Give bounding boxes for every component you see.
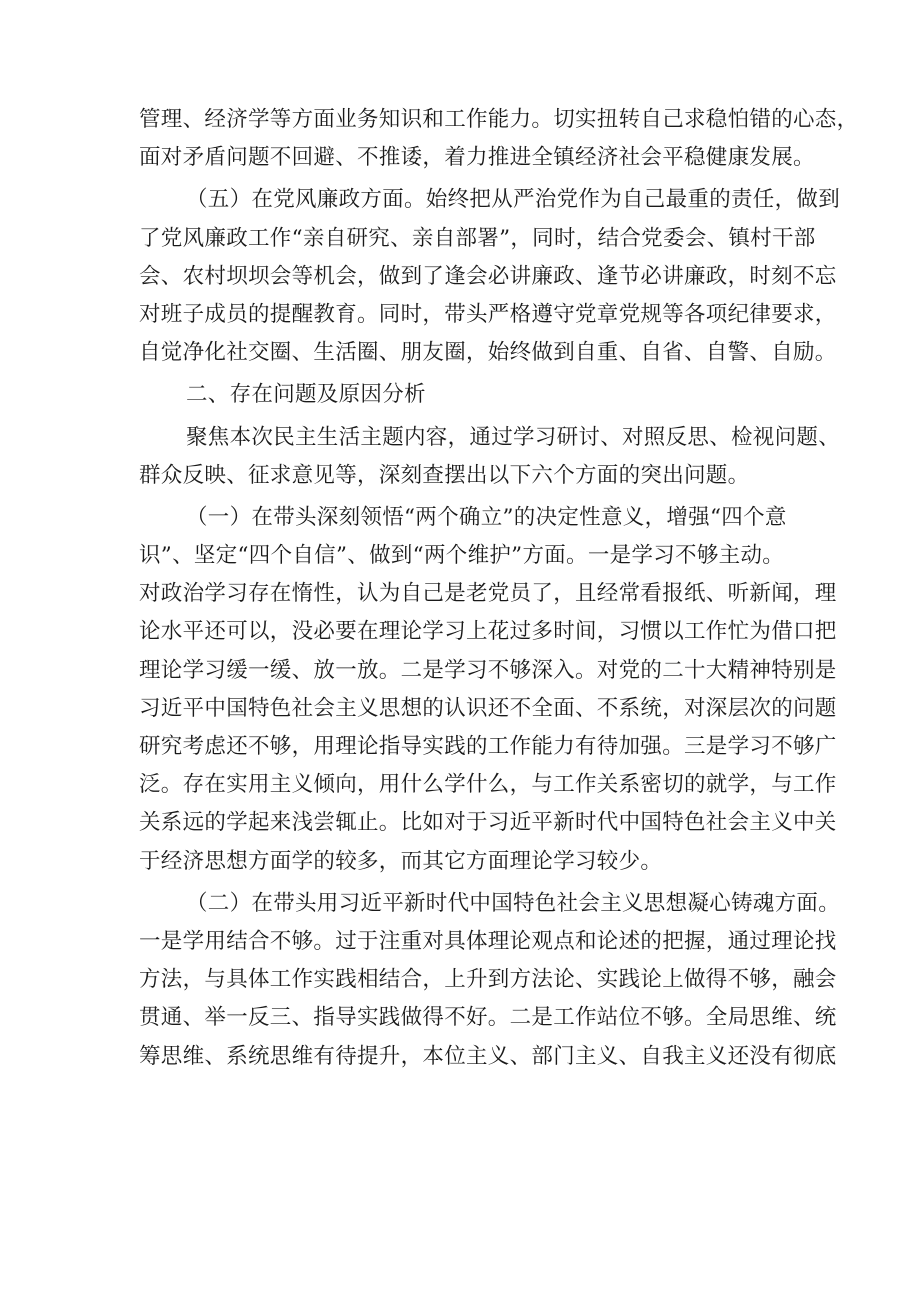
text-line: （五）在党风廉政方面。始终把从严治党作为自己最重的责任，做到 <box>186 187 841 213</box>
text-line: 聚焦本次民主生活主题内容，通过学习研讨、对照反思、检视问题、 <box>186 424 841 450</box>
paragraph-p3 <box>139 376 789 414</box>
paragraph-p5 <box>139 499 837 881</box>
text-line: 对政治学习存在惰性，认为自己是老党员了，且经常看报纸、听新闻，理 <box>139 581 837 607</box>
text-line: 自觉净化社交圈、生活圈、朋友圈，始终做到自重、自省、自警、自励。 <box>139 340 837 366</box>
text-line: 二、存在问题及原因分析 <box>186 382 426 408</box>
text-line: 理论学习缓一缓、放一放。二是学习不够深入。对党的二十大精神特别是 <box>139 657 837 683</box>
text-line: 群众反映、征求意见等，深刻查摆出以下六个方面的突出问题。 <box>139 462 750 488</box>
text-line: 关系远的学起来浅尝辄止。比如对于习近平新时代中国特色社会主义中关 <box>139 810 837 836</box>
text-line: 贯通、举一反三、指导实践做得不好。二是工作站位不够。全局思维、统 <box>139 1005 837 1031</box>
document-body <box>139 101 859 1076</box>
text-line: 习近平中国特色社会主义思想的认识还不全面、不系统，对深层次的问题 <box>139 695 837 721</box>
text-line: 面对矛盾问题不回避、不推诿，着力推进全镇经济社会平稳健康发展。 <box>139 145 815 171</box>
text-line: 了党风廉政工作“亲自研究、亲自部署”，同时，结合党委会、镇村干部 <box>139 225 816 251</box>
text-line: 于经济思想方面学的较多，而其它方面理论学习较少。 <box>139 848 663 874</box>
paragraph-p2 <box>139 181 841 372</box>
paragraph-p4 <box>139 419 841 495</box>
text-line: 管理、经济学等方面业务知识和工作能力。切实扭转自己求稳怕错的心态， <box>139 107 859 132</box>
text-line: 泛。存在实用主义倾向，用什么学什么，与工作关系密切的就学，与工作 <box>139 772 837 798</box>
text-line: 一是学用结合不够。过于注重对具体理论观点和论述的把握，通过理论找 <box>139 928 837 954</box>
text-line: 筹思维、系统思维有待提升，本位主义、部门主义、自我主义还没有彻底 <box>139 1043 837 1069</box>
text-line: 方法，与具体工作实践相结合，上升到方法论、实践论上做得不够，融会 <box>139 967 837 993</box>
paragraph-p1 <box>139 101 859 177</box>
text-line: （二）在带头用习近平新时代中国特色社会主义思想凝心铸魂方面。 <box>186 890 841 916</box>
paragraph-p6 <box>139 885 841 1076</box>
text-line: 会、农村坝坝会等机会，做到了逢会必讲廉政、逢节必讲廉政，时刻不忘 <box>139 263 837 289</box>
text-line: 识”、坚定“四个自信”、做到“两个维护”方面。一是学习不够主动。 <box>139 543 785 569</box>
text-line: 研究考虑还不够，用理论指导实践的工作能力有待加强。三是学习不够广 <box>139 734 837 759</box>
text-line: （一）在带头深刻领悟“两个确立”的决定性意义，增强“四个意 <box>186 504 787 530</box>
text-line: 论水平还可以，没必要在理论学习上花过多时间，习惯以工作忙为借口把 <box>139 619 837 645</box>
text-line: 对班子成员的提醒教育。同时，带头严格遵守党章党规等各项纪律要求， <box>139 301 837 327</box>
